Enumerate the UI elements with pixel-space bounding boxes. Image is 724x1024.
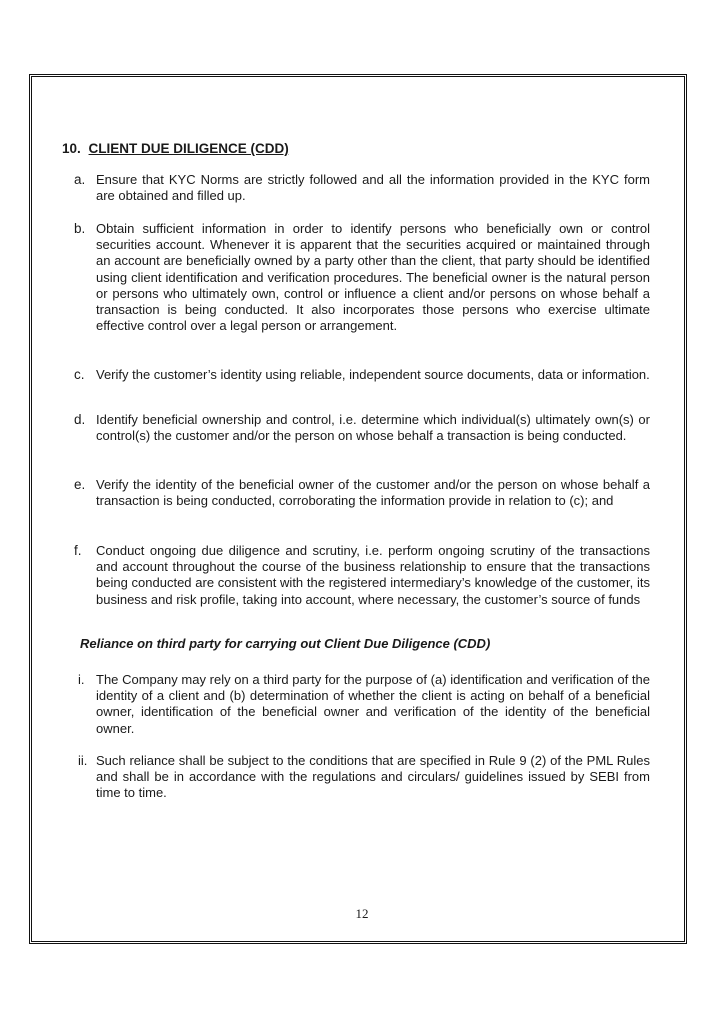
list-item-text: Such reliance shall be subject to the conditions that are specified in Rule 9 (2) of the PML Rules and shall be in accordance with the regulations and circulars/ guidelines issued by SEBI from time to time. [96,753,650,801]
list-item-text: Ensure that KYC Norms are strictly followed and all the information provided in the KYC form are obtained and filled up. [96,172,650,204]
reliance-item-i [78,672,650,737]
list-item-a [74,172,650,204]
list-marker: i. [78,672,85,687]
list-item-d [74,412,650,444]
section-number: 10. [62,141,81,156]
list-marker: ii. [78,753,88,768]
reliance-heading: Reliance on third party for carrying out Client Due Diligence (CDD) [80,636,491,651]
reliance-item-ii [78,753,650,802]
list-item-text: Verify the identity of the beneficial owner of the customer and/or the person on whose behalf a transaction is being conducted, corroborating the information provide in relation to (c); and [96,477,650,509]
list-item-f [74,543,650,608]
list-item-e [74,477,650,509]
list-item-b [74,221,650,334]
list-marker: a. [74,172,86,187]
list-marker: d. [74,412,86,427]
list-item-text: Verify the customer’s identity using reliable, independent source documents, data or information. [96,367,650,382]
list-marker: f. [74,543,82,558]
list-item-text: Obtain sufficient information in order to identify persons who beneficially own or control securities account. Whenever it is apparent that the securities acquired or maintained through an account are beneficially owned by a party other than the client, that party should be identified using client identification and verification procedures. The beneficial owner is the natural person or persons who ultimately own, control or influence a client and/or persons on whose behalf a transaction is being conducted. It also incorporates those persons who exercise ultimate effective control over a legal person or arrangement. [96,221,650,334]
list-item-c [74,367,650,383]
page-number: 12 [355,906,369,921]
list-item-text: The Company may rely on a third party for the purpose of (a) identification and verification of the identity of a client and (b) determination of whether the client is acting on behalf of a beneficial owner, identification of the beneficial owner and verification of the identity of the beneficial owner. [96,672,650,736]
list-marker: e. [74,477,86,492]
section-heading [62,141,289,156]
section-title: CLIENT DUE DILIGENCE (CDD) [88,141,289,156]
list-marker: c. [74,367,85,382]
list-marker: b. [74,221,86,236]
list-item-text: Conduct ongoing due diligence and scrutiny, i.e. perform ongoing scrutiny of the transactions and account throughout the course of the business relationship to ensure that the transactions being conducted are consistent with the registered intermediary’s knowledge of the customer, its business and risk profile, taking into account, where necessary, the customer’s source of funds [96,543,650,607]
list-item-text: Identify beneficial ownership and control, i.e. determine which individual(s) ultimately own(s) or control(s) the customer and/or the person on whose behalf a transaction is being conducted. [96,412,650,444]
